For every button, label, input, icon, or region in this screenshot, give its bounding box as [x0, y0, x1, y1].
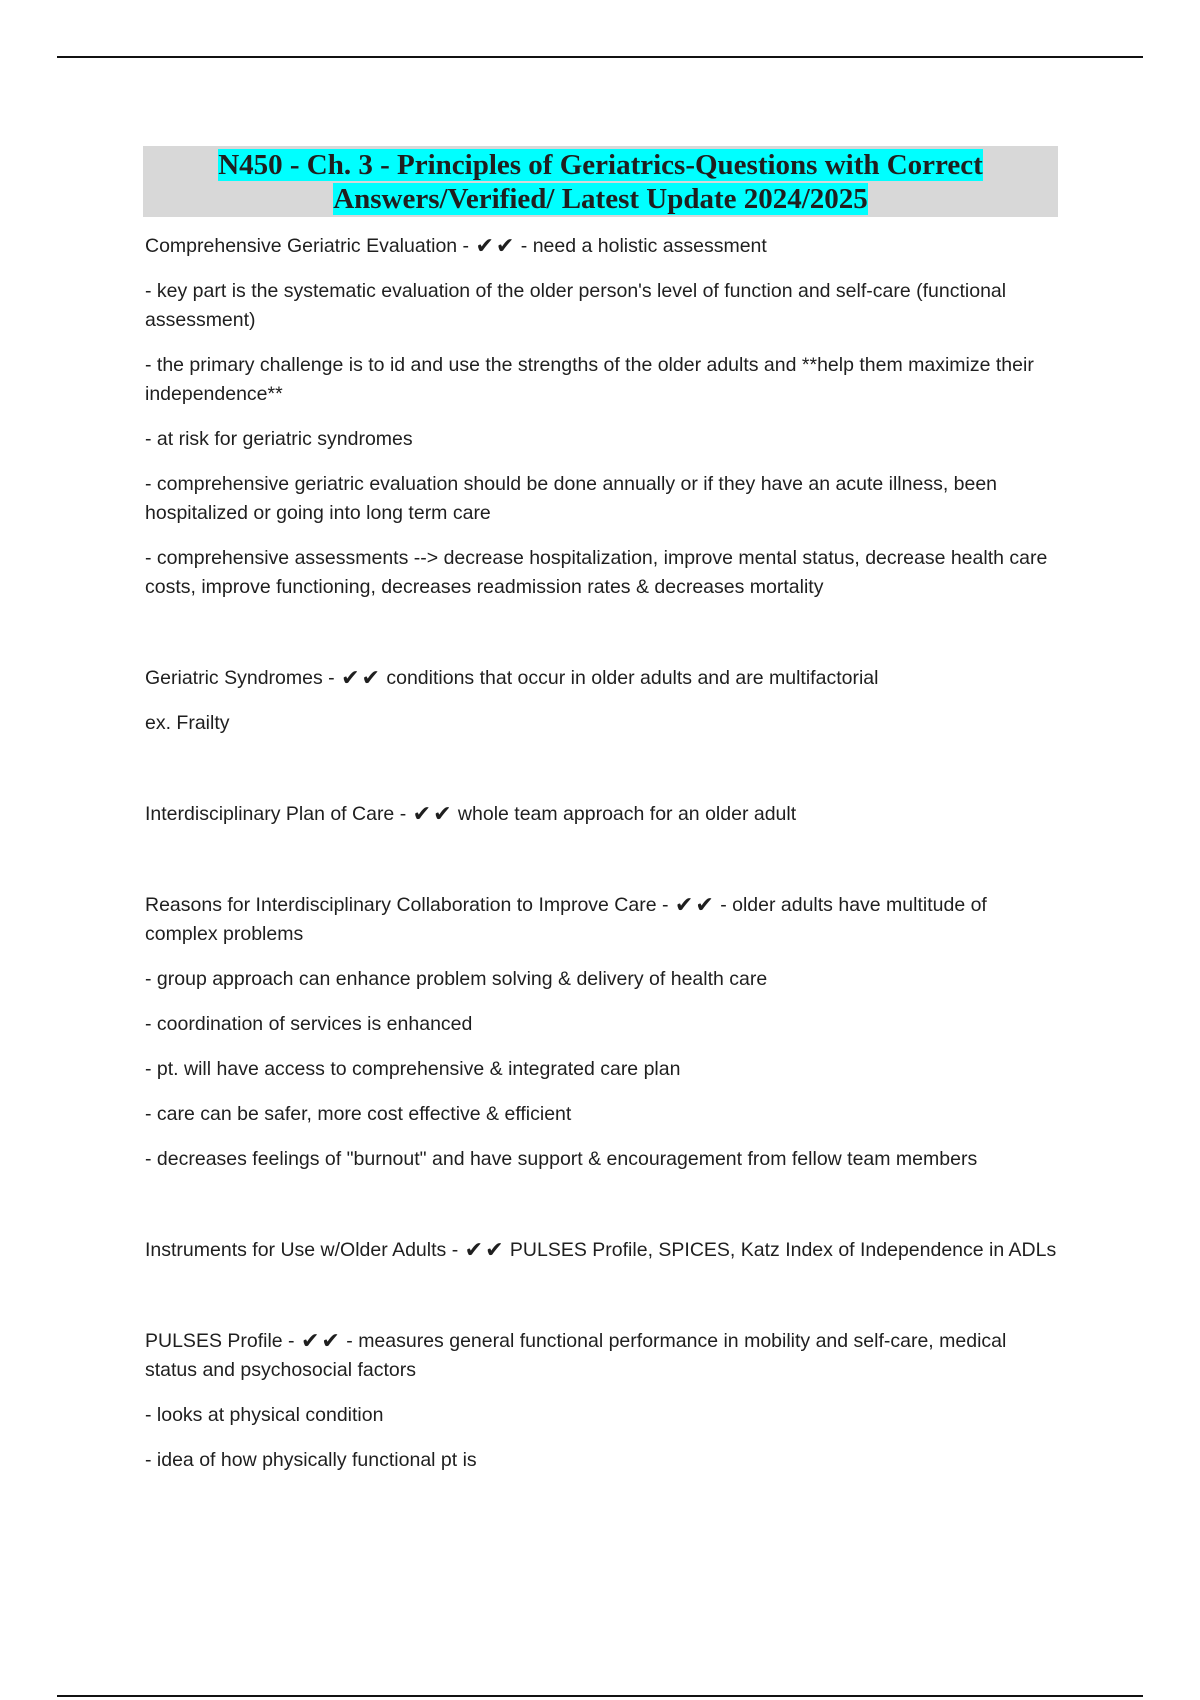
term-label: Instruments for Use w/Older Adults -: [145, 1239, 459, 1261]
section-gap: [145, 754, 1060, 800]
check-mark-icon: ✔: [495, 234, 515, 259]
check-mark-icon: ✔: [300, 1329, 320, 1354]
term-label: Comprehensive Geriatric Evaluation -: [145, 235, 470, 257]
list-item: - pt. will have access to comprehensive & integrated care plan: [145, 1058, 681, 1080]
section-gap: [145, 618, 1060, 664]
term-instruments-for-older-adults: [145, 1236, 1060, 1265]
header-rule: [57, 56, 1143, 58]
list-item: - care can be safer, more cost effective & efficient: [145, 1103, 572, 1125]
term-definition: - measures general functional performance in mobility and self-care, medical status and psychosocial factors: [145, 1330, 1007, 1381]
list-item: - idea of how physically functional pt is: [145, 1449, 477, 1471]
document-body: [145, 232, 1060, 1491]
section-gap: [145, 1190, 1060, 1236]
term-definition: - older adults have multitude of complex problems: [145, 894, 987, 945]
check-mark-icon: ✔: [695, 893, 714, 918]
section-gap: [145, 1281, 1060, 1327]
check-mark-icon: ✔: [412, 802, 432, 827]
section-gap: [145, 845, 1060, 891]
term-pulses-profile: [145, 1327, 1060, 1385]
list-item: ex. Frailty: [145, 712, 230, 734]
term-interdisciplinary-plan-of-care: [145, 800, 1060, 829]
check-mark-icon: ✔: [341, 666, 360, 691]
list-item: - decreases feelings of "burnout" and have support & encouragement from fellow team members: [145, 1148, 978, 1170]
term-geriatric-syndromes: [145, 664, 1060, 693]
term-definition: conditions that occur in older adults and are multifactorial: [386, 667, 879, 689]
check-mark-icon: ✔: [475, 234, 494, 259]
check-mark-icon: ✔: [321, 1329, 340, 1354]
check-mark-icon: ✔: [485, 1238, 504, 1263]
term-label: Geriatric Syndromes -: [145, 667, 335, 689]
list-item: - comprehensive geriatric evaluation should be done annually or if they have an acute illness, been hospitalized or going into long term care: [145, 473, 998, 524]
title-line-2: Answers/Verified/ Latest Update 2024/2025: [333, 183, 868, 215]
term-label: Reasons for Interdisciplinary Collaboration to Improve Care -: [145, 894, 669, 916]
term-reasons-interdisciplinary-collaboration: [145, 891, 1060, 949]
term-label: PULSES Profile -: [145, 1330, 295, 1352]
check-mark-icon: ✔: [674, 893, 694, 918]
list-item: - coordination of services is enhanced: [145, 1013, 473, 1035]
term-definition: whole team approach for an older adult: [457, 803, 797, 825]
list-item: - at risk for geriatric syndromes: [145, 428, 413, 450]
term-definition: PULSES Profile, SPICES, Katz Index of Independence in ADLs: [509, 1239, 1057, 1261]
list-item: - key part is the systematic evaluation of the older person's level of function and self-care (functional assessment): [145, 280, 1007, 331]
list-item: - comprehensive assessments --> decrease hospitalization, improve mental status, decrease health care costs, improve functioning, decreases readmission rates & decreases mortality: [145, 547, 1048, 598]
footer-rule: [57, 1695, 1143, 1697]
term-label: Interdisciplinary Plan of Care -: [145, 803, 407, 825]
list-item: - the primary challenge is to id and use the strengths of the older adults and **help them maximize their independence**: [145, 354, 1034, 405]
title-line-1: N450 - Ch. 3 - Principles of Geriatrics-Questions with Correct: [218, 149, 983, 181]
check-mark-icon: ✔: [433, 802, 452, 827]
list-item: - group approach can enhance problem solving & delivery of health care: [145, 968, 768, 990]
term-comprehensive-geriatric-evaluation: [145, 232, 1060, 261]
check-mark-icon: ✔: [361, 666, 380, 691]
document-title: [143, 146, 1058, 217]
check-mark-icon: ✔: [464, 1238, 484, 1263]
term-definition: - need a holistic assessment: [520, 235, 767, 257]
list-item: - looks at physical condition: [145, 1404, 384, 1426]
